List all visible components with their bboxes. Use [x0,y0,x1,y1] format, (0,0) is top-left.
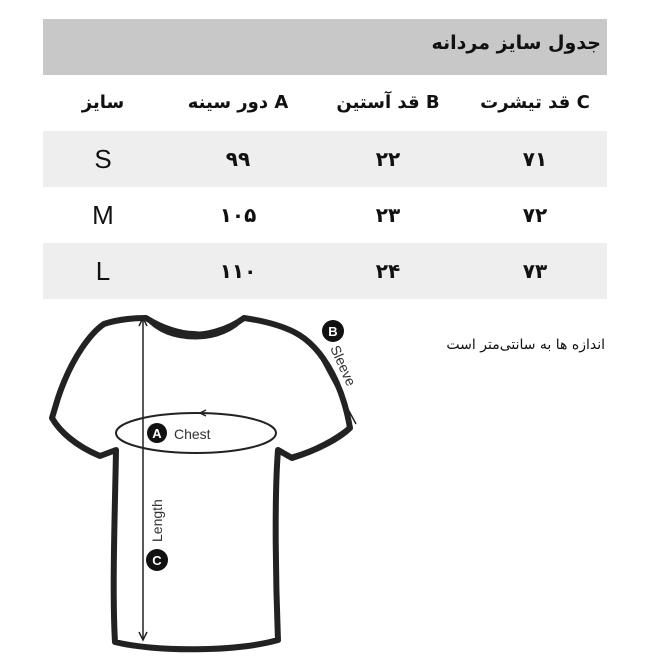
left-sleeve-hem [52,418,104,456]
svg-text:A: A [152,426,162,441]
cell-chest: ۱۰۵ [219,203,257,227]
svg-text:B: B [328,324,338,339]
table-title: جدول سایز مردانه [431,32,601,54]
cell-size: L [95,256,111,286]
cell-length: ۷۳ [522,259,548,283]
right-sleeve-hem [292,426,350,456]
length-label: Length [149,499,165,542]
tshirt-diagram [0,300,400,657]
table-row [43,187,607,243]
cell-length: ۷۲ [522,203,548,227]
header-length: C قد تیشرت [480,92,590,113]
table-row [43,131,607,187]
marker-c-icon [146,549,168,571]
cell-chest: ۹۹ [225,147,251,171]
marker-a-icon [147,423,167,443]
cell-length: ۷۱ [522,147,548,171]
table-row [43,243,607,299]
marker-b-icon [322,320,344,342]
cell-chest: ۱۱۰ [219,259,257,283]
header-chest: A دور سینه [187,92,289,113]
cell-sleeve: ۲۲ [375,147,401,171]
table-header-row [43,75,607,131]
header-size: سایز [81,92,125,113]
tshirt-outline [52,318,350,649]
chest-label: Chest [174,426,211,442]
units-note: اندازه ها به سانتی‌متر است [446,337,605,353]
header-sleeve: B قد آستین [336,92,440,113]
svg-text:C: C [152,553,162,568]
cell-sleeve: ۲۳ [375,203,401,227]
cell-sleeve: ۲۴ [375,259,401,283]
cell-size: M [92,200,114,230]
sleeve-label: Sleeve [327,342,360,389]
table-title-bar [43,19,607,75]
cell-size: S [94,144,112,174]
